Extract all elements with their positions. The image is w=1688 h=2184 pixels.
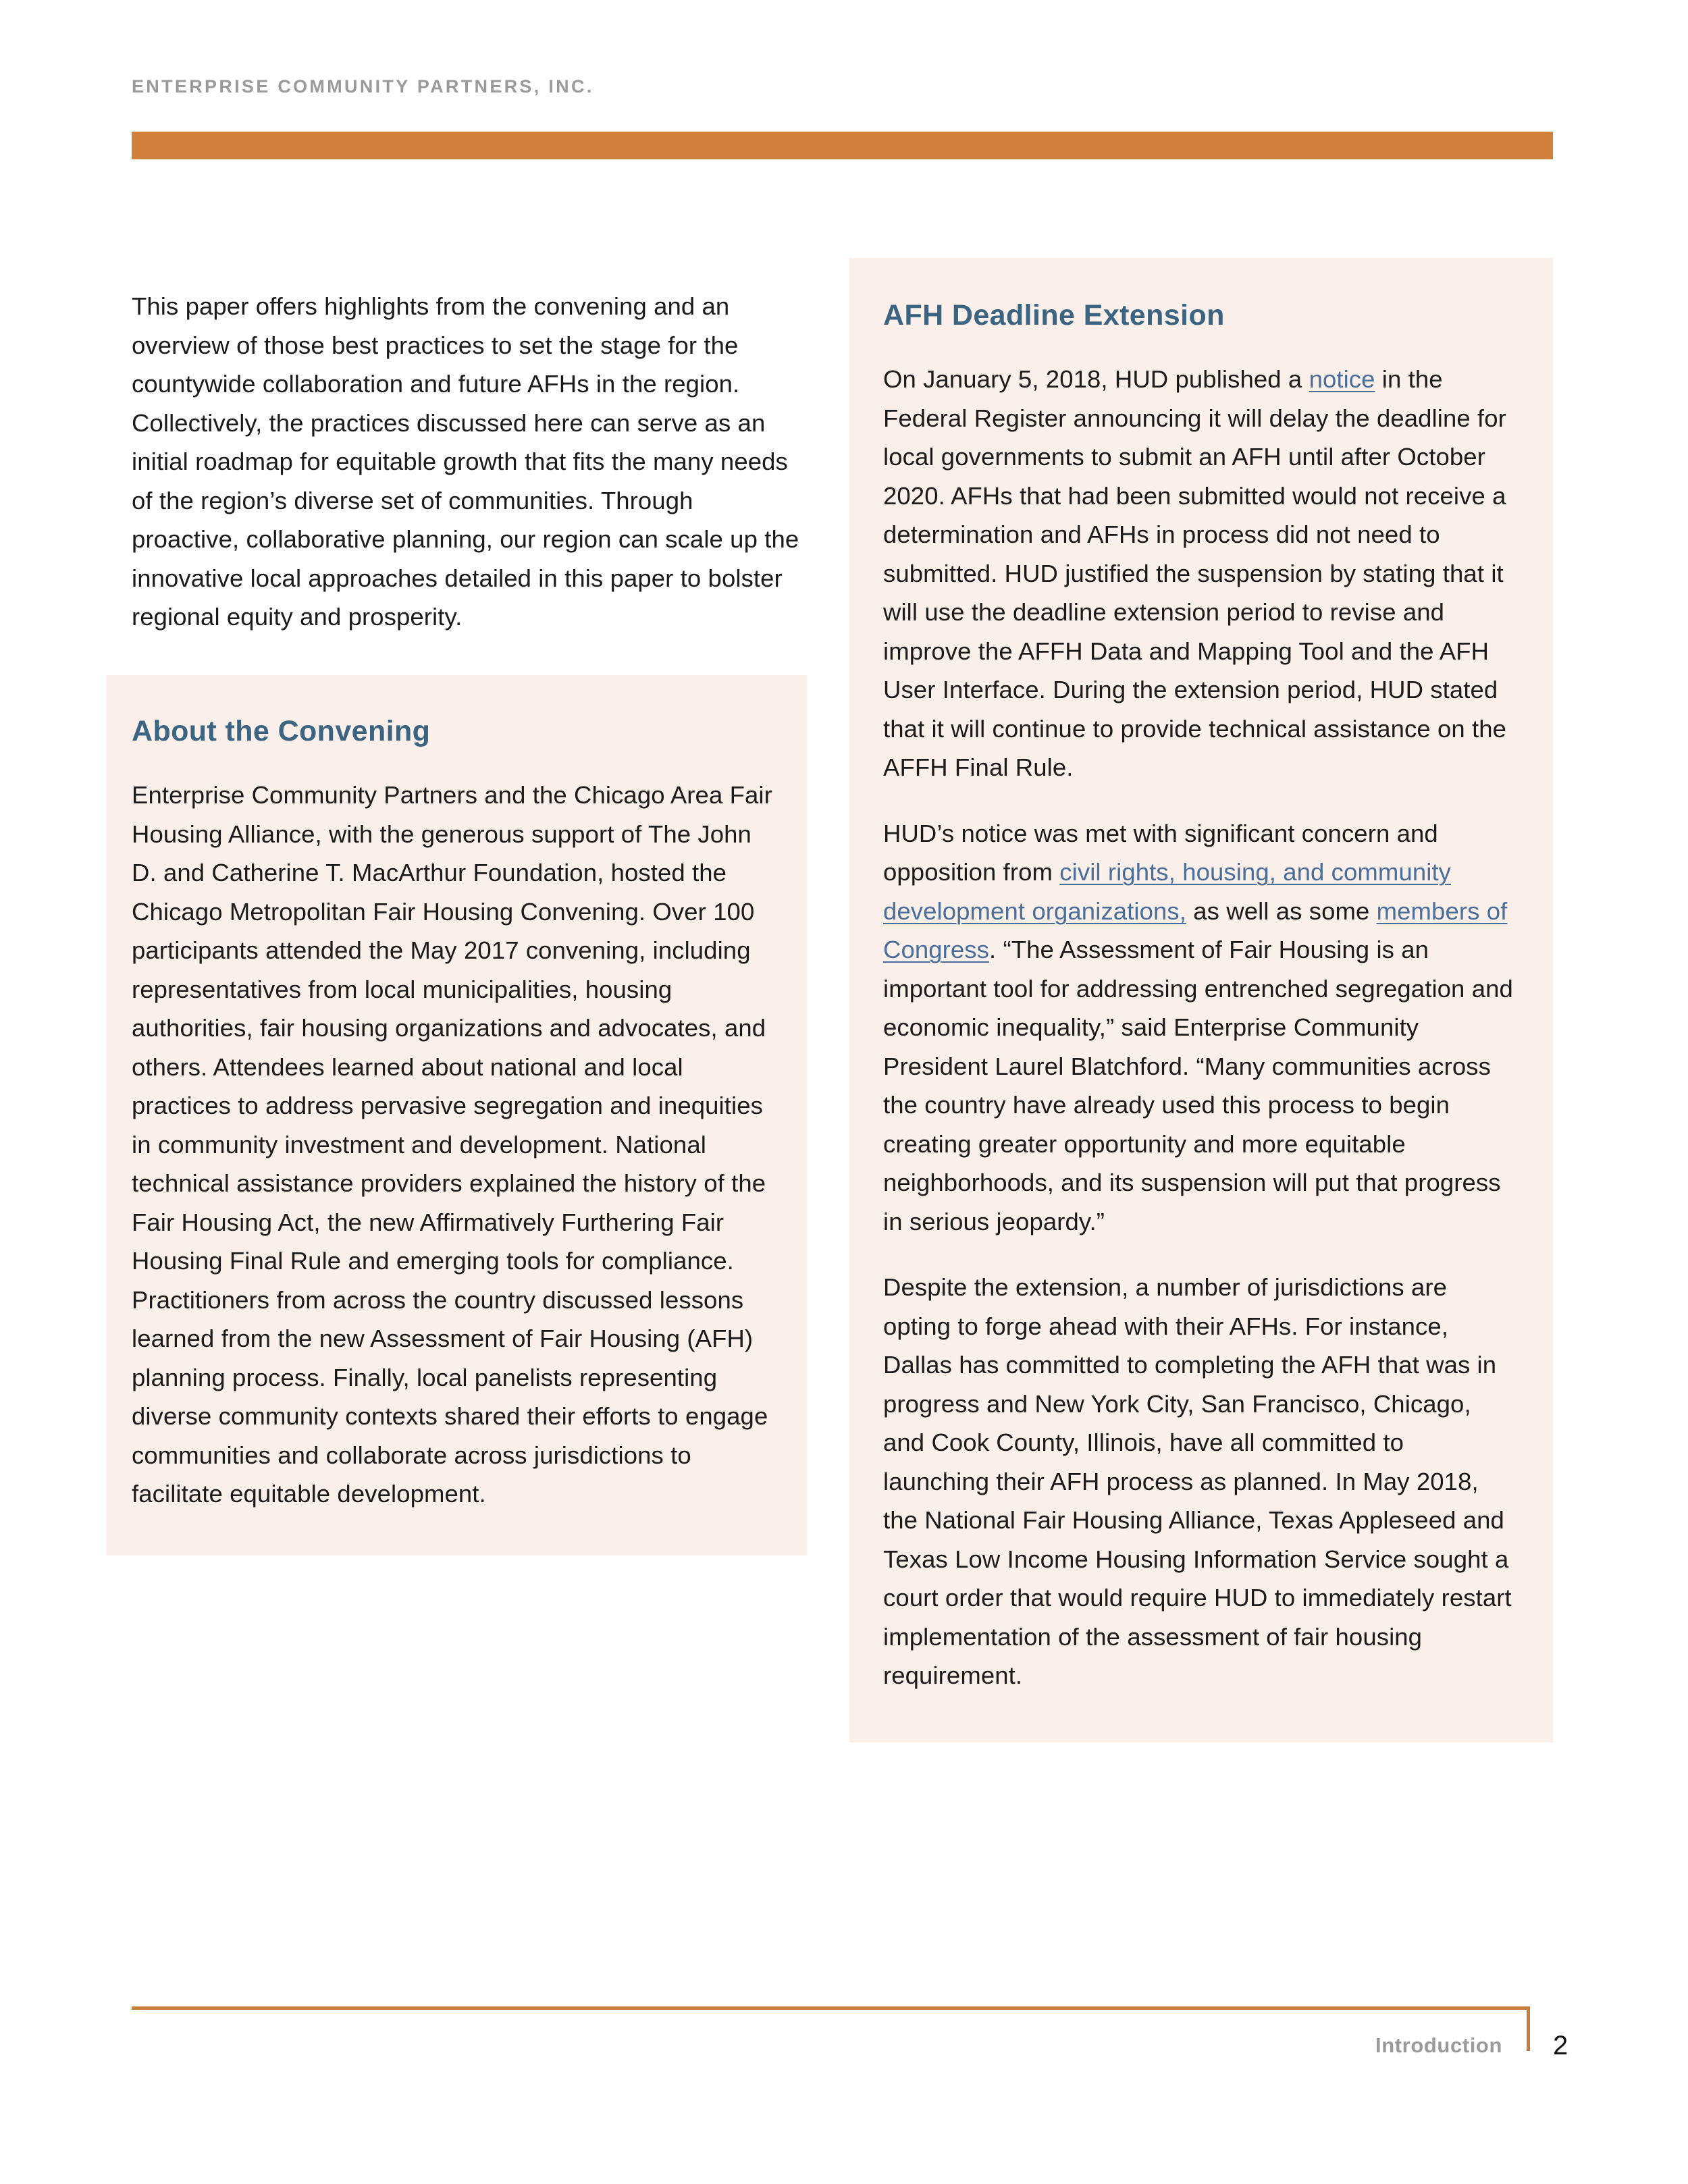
intro-paragraph-block <box>132 287 807 637</box>
about-the-convening-callout <box>107 675 807 1555</box>
about-the-convening-body <box>132 776 781 1514</box>
afh-paragraph-2-segment-1: HUD’s notice was met with significant concern and opposition from <box>883 819 1438 886</box>
afh-paragraph-1-text-after-link: in the Federal Register announcing it will delay the deadline for local governments to submit an AFH until after October 2020. AFHs that had been submitted would not receive a determination and AFHs in process did not need to submitted. HUD justified the suspension by stating that it will use the deadline extension period to revise and improve the AFFH Data and Mapping Tool and the AFH User Interface. During the extension period, HUD stated that it will continue to provide technical assistance on the AFFH Final Rule. <box>883 365 1507 782</box>
notice-link[interactable]: notice <box>1309 365 1375 394</box>
page-title: ENTERPRISE COMMUNITY PARTNERS, INC. <box>132 76 594 97</box>
footer-section-label: Introduction <box>1375 2033 1502 2057</box>
afh-paragraph-3: Despite the extension, a number of jurisdictions are opting to forge ahead with their AFHs. For instance, Dallas has committed to completing the AFH that was in progress and New York City, San Francisco, Chicago, and Cook County, Illinois, have all committed to launching their AFH process as planned. In May 2018, the National Fair Housing Alliance, Texas Appleseed and Texas Low Income Housing Information Service sought a court order that would require HUD to immediately restart implementation of the assessment of fair housing requirement. <box>883 1273 1512 1690</box>
afh-paragraph-1 <box>883 360 1515 787</box>
right-column <box>849 258 1553 1742</box>
left-column <box>132 287 807 1508</box>
about-the-convening-heading: About the Convening <box>132 715 431 747</box>
afh-paragraph-1-text-before-link: On January 5, 2018, HUD published a <box>883 365 1309 394</box>
civil-rights-organizations-link[interactable]: civil rights, housing, and community development organizations, <box>883 858 1452 925</box>
footer-accent-tick <box>1527 2006 1530 2051</box>
header-accent-rule <box>132 132 1553 159</box>
members-of-congress-link[interactable]: members of Congress <box>883 897 1508 964</box>
afh-deadline-extension-callout <box>849 258 1553 1742</box>
about-the-convening-paragraph: Enterprise Community Partners and the Chicago Area Fair Housing Alliance, with the generous support of The John D. and Catherine T. MacArthur Foundation, hosted the Chicago Metropolitan Fair Housing Convening. Over 100 participants attended the May 2017 convening, including representatives from local municipalities, housing authorities, fair housing organizations and advocates, and others. Attendees learned about national and local practices to address pervasive segregation and inequities in community investment and development. National technical assistance providers explained the history of the Fair Housing Act, the new Affirmatively Furthering Fair Housing Final Rule and emerging tools for compliance. Practitioners from across the country discussed lessons learned from the new Assessment of Fair Housing (AFH) planning process. Finally, local panelists representing diverse community contexts shared their efforts to engage communities and collaborate across jurisdictions to facilitate equitable development. <box>132 781 772 1508</box>
afh-paragraph-2-segment-2: as well as some <box>1186 897 1377 925</box>
page-number: 2 <box>1553 2031 1568 2060</box>
afh-paragraph-2 <box>883 814 1515 1242</box>
afh-paragraph-2-segment-3: . “The Assessment of Fair Housing is an important tool for addressing entrenched segregation and economic inequality,” said Enterprise Community President Laurel Blatchford. “Many communities across the country have already used this process to begin creating greater opportunity and more equitable neighborhoods, and its suspension will put that progress in serious jeopardy.” <box>883 936 1513 1235</box>
intro-paragraph: This paper offers highlights from the convening and an overview of those best practices to set the stage for the countywide collaboration and future AFHs in the region. Collectively, the practices discussed here can serve as an initial roadmap for equitable growth that fits the many needs of the region’s diverse set of communities. Through proactive, collaborative planning, our region can scale up the innovative local approaches detailed in this paper to bolster regional equity and prosperity. <box>132 292 799 631</box>
afh-deadline-extension-heading: AFH Deadline Extension <box>883 299 1225 331</box>
afh-deadline-extension-body <box>883 360 1515 1695</box>
footer-accent-rule <box>132 2006 1529 2010</box>
